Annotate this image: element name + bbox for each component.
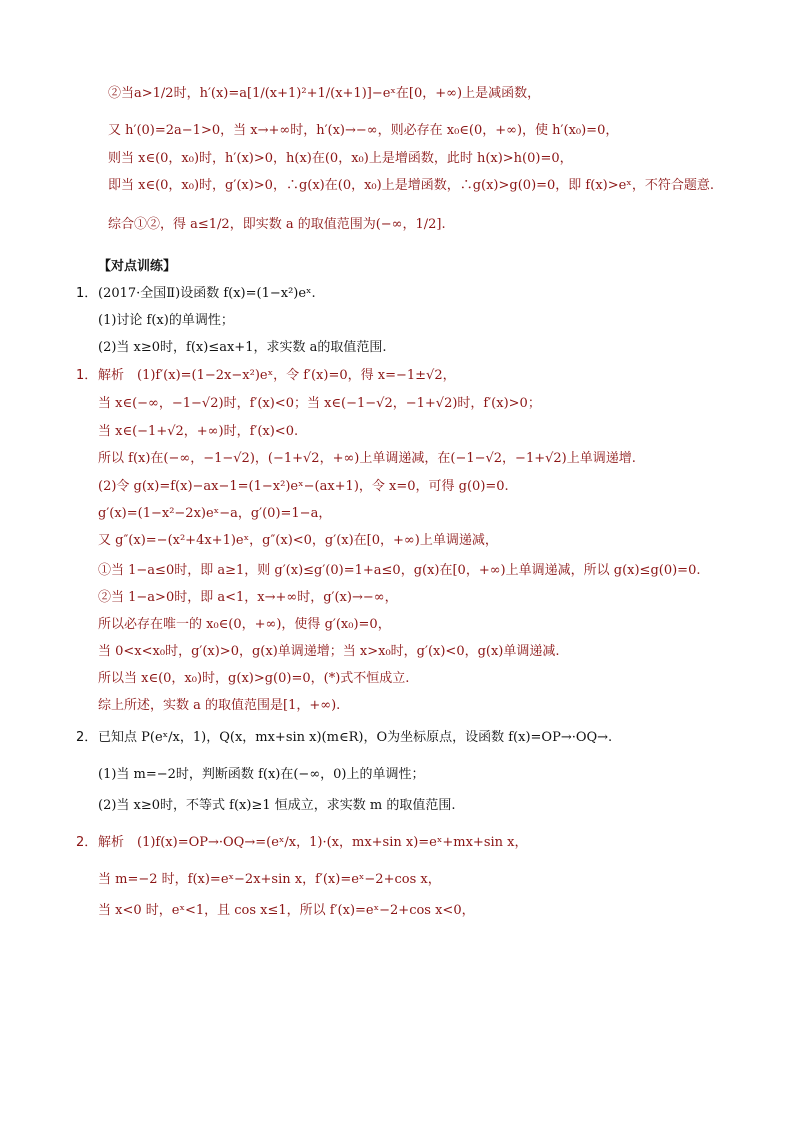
solution-1-line-11: 当 0<x<x₀时，g′(x)>0，g(x)单调递增；当 x>x₀时，g′(x)<0，g(x)单调递减. (98, 644, 560, 659)
solution-limit-line: 又 h′(0)=2a−1>0，当 x→+∞时，h′(x)→−∞，则必存在 x₀∈(0，+∞)，使 h′(x₀)=0， (108, 123, 619, 138)
solution-1-text-1: 解析 (1)f′(x)=(1−2x−x²)eˣ，令 f′(x)=0，得 x=−1±√2， (98, 368, 456, 383)
solution-2-text-1: 解析 (1)f(x)=OP→·OQ→=(eˣ/x，1)·(x，mx+sin x)=eˣ+mx+sin x， (98, 835, 528, 850)
problem-2-stem: 已知点 P(eˣ/x，1)，Q(x，mx+sin x)(m∈R)，O为坐标原点，设函数 f(x)=OP→·OQ→. (98, 730, 613, 745)
solution-1-number: 1． (76, 368, 98, 383)
problem-2-part2: (2)当 x≥0时，不等式 f(x)≥1 恒成立，求实数 m 的取值范围. (98, 798, 456, 813)
problem-1-part2: (2)当 x≥0时，f(x)≤ax+1，求实数 a的取值范围. (98, 340, 387, 355)
problem-2-number: 2． (76, 730, 98, 745)
solution-increasing-h-line: 则当 x∈(0，x₀)时，h′(x)>0，h(x)在(0，x₀)上是增函数，此时 h(x)>h(0)=0， (108, 151, 573, 166)
solution-1-line-3: 当 x∈(−1+√2，+∞)时，f′(x)<0. (98, 424, 299, 439)
solution-2-line-3: 当 x<0 时，eˣ<1，且 cos x≤1，所以 f′(x)=eˣ−2+cos x<0， (98, 903, 475, 918)
solution-1-line-7: 又 g″(x)=−(x²+4x+1)eˣ，g″(x)<0，g′(x)在[0，+∞)上单调递减， (98, 533, 498, 548)
solution-1-line-12: 所以当 x∈(0，x₀)时，g(x)>g(0)=0，(*)式不恒成立. (98, 671, 410, 686)
solution-2-line-1 (76, 834, 527, 852)
problem-2-stem-row (76, 729, 612, 747)
problem-1-stem: (2017·全国Ⅱ)设函数 f(x)=(1−x²)eˣ. (98, 286, 316, 301)
solution-1-line-10: 所以必存在唯一的 x₀∈(0，+∞)，使得 g′(x₀)=0， (98, 617, 391, 632)
solution-case2-line: ②当a>1/2时，h′(x)=a[1/(x+1)²+1/(x+1)]−eˣ在[0，+∞)上是减函数， (108, 86, 541, 101)
solution-1-line-6: g′(x)=(1−x²−2x)eˣ−a，g′(0)=1−a， (98, 506, 332, 521)
problem-1-part1: (1)讨论 f(x)的单调性； (98, 313, 234, 328)
solution-1-line-5: (2)令 g(x)=f(x)−ax−1=(1−x²)eˣ−(ax+1)，令 x=0，可得 g(0)=0. (98, 479, 509, 494)
solution-1-line-8: ①当 1−a≤0时，即 a≥1，则 g′(x)≤g′(0)=1+a≤0，g(x)在[0，+∞)上单调递减，所以 g(x)≤g(0)=0. (98, 563, 701, 578)
solution-conclusion-line: 综合①②，得 a≤1/2，即实数 a 的取值范围为(−∞，1/2]. (108, 217, 446, 232)
solution-1-line-4: 所以 f(x)在(−∞，−1−√2)，(−1+√2，+∞)上单调递减，在(−1−√2，−1+√2)上单调递增. (98, 451, 636, 466)
solution-increasing-g-line: 即当 x∈(0，x₀)时，g′(x)>0，∴g(x)在(0，x₀)上是增函数，∴g(x)>g(0)=0，即 f(x)>eˣ，不符合题意. (108, 178, 714, 193)
solution-1-line-9: ②当 1−a>0时，即 a<1，x→+∞时，g′(x)→−∞， (98, 590, 398, 605)
solution-1-line-2: 当 x∈(−∞，−1−√2)时，f′(x)<0；当 x∈(−1−√2，−1+√2)时，f′(x)>0； (98, 396, 541, 411)
solution-2-line-2: 当 m=−2 时，f(x)=eˣ−2x+sin x，f′(x)=eˣ−2+cos x， (98, 872, 441, 887)
problem-2-part1: (1)当 m=−2时，判断函数 f(x)在(−∞，0)上的单调性； (98, 767, 425, 782)
problem-1-number: 1． (76, 286, 98, 301)
solution-1-line-13: 综上所述，实数 a 的取值范围是[1，+∞). (98, 698, 341, 713)
solution-1-line-1 (76, 367, 456, 385)
problem-1-stem-row (76, 285, 316, 303)
solution-2-number: 2． (76, 835, 98, 850)
section-title: 【对点训练】 (98, 259, 177, 274)
